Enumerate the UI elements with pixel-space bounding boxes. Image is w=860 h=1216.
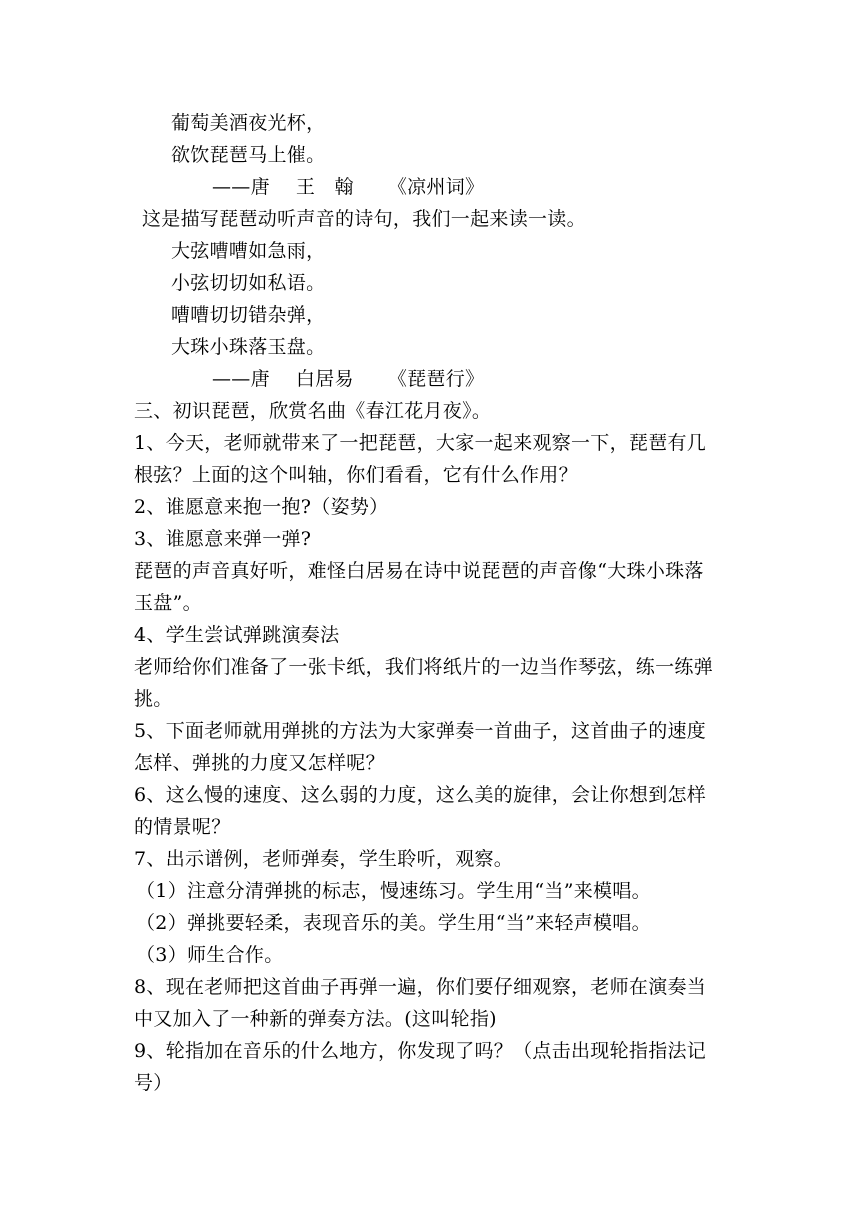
sub-item-3: （3）师生合作。 [136, 944, 284, 966]
item-9-line-1: 9、轮指加在音乐的什么地方，你发现了吗？（点击出现轮指指法记 [134, 1040, 707, 1062]
item-4: 4、学生尝试弹跳演奏法 [134, 624, 340, 646]
item-6-line-2: 的情景呢？ [134, 816, 231, 838]
poem1-line-1: 葡萄美酒夜光杯， [171, 112, 326, 134]
poem2-line-2: 小弦切切如私语。 [171, 272, 326, 294]
attribution-dynasty: ——唐 [212, 176, 270, 198]
attribution-author: 王 翰 [295, 176, 354, 198]
poem1-line-2: 欲饮琵琶马上催。 [171, 144, 326, 166]
item-6-line-1: 6、这么慢的速度、这么弱的力度，这么美的旋律，会让你想到怎样 [134, 784, 707, 806]
item-8-line-1: 8、现在老师把这首曲子再弹一遍，你们要仔细观察，老师在演奏当 [134, 976, 707, 998]
item-5-line-2: 怎样、弹挑的力度又怎样呢？ [134, 752, 385, 774]
poem2-line-3: 嘈嘈切切错杂弹， [171, 304, 326, 326]
section-heading: 三、初识琵琶，欣赏名曲《春江花月夜》。 [134, 400, 492, 422]
poem2-attribution [212, 366, 484, 392]
paragraph-line-1: 琵琶的声音真好听，难怪白居易在诗中说琵琶的声音像“大珠小珠落 [134, 560, 704, 582]
item-9-line-2: 号） [134, 1072, 173, 1094]
item-3: 3、谁愿意来弹一弹? [134, 528, 312, 550]
poem1-attribution [212, 174, 484, 200]
paragraph-line-2: 玉盘”。 [134, 592, 202, 614]
intro-text: 这是描写琵琶动听声音的诗句，我们一起来读一读。 [142, 208, 586, 230]
sub-item-1: （1）注意分清弹挑的标志，慢速练习。学生用“当”来模唱。 [136, 880, 651, 902]
item-1-line-2: 根弦？上面的这个叫轴，你们看看，它有什么作用？ [134, 464, 578, 486]
attribution-title: 《凉州词》 [387, 176, 485, 198]
poem2-line-1: 大弦嘈嘈如急雨， [171, 240, 326, 262]
paragraph-line-2: 挑。 [134, 688, 173, 710]
attribution-title: 《琵琶行》 [387, 368, 485, 390]
attribution-author: 白居易 [295, 368, 354, 390]
item-7: 7、出示谱例，老师弹奏，学生聆听，观察。 [134, 848, 514, 870]
paragraph-line-1: 老师给你们准备了一张卡纸，我们将纸片的一边当作琴弦，练一练弹 [134, 656, 714, 678]
attribution-dynasty: ——唐 [212, 368, 270, 390]
item-2: 2、谁愿意来抱一抱?（姿势） [134, 496, 389, 518]
item-1-line-1: 1、今天，老师就带来了一把琵琶，大家一起来观察一下，琵琶有几 [134, 432, 707, 454]
poem2-line-4: 大珠小珠落玉盘。 [171, 336, 326, 358]
item-8-line-2: 中又加入了一种新的弹奏方法。(这叫轮指) [134, 1008, 497, 1030]
item-5-line-1: 5、下面老师就用弹挑的方法为大家弹奏一首曲子，这首曲子的速度 [134, 720, 707, 742]
sub-item-2: （2）弹挑要轻柔，表现音乐的美。学生用“当”来轻声模唱。 [136, 912, 651, 934]
